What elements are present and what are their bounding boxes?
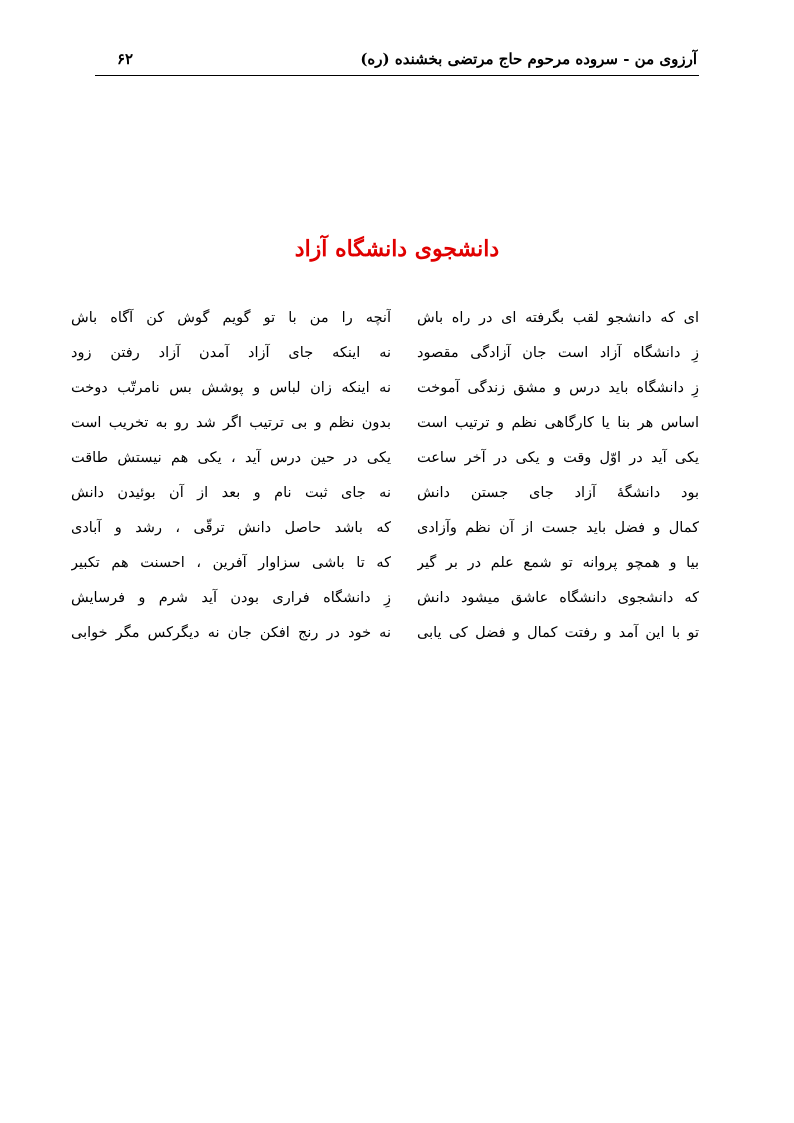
verse-first-hemistich: بیا و همچو پروانه تو شمع علم در بر گیر [417,555,699,571]
verse-row [0,510,794,546]
verse-second-hemistich: نه جای ثبت نام و بعد از آن بوئیدن دانش [71,485,391,501]
verse-second-hemistich: نه اینکه جای آزاد آمدن آزاد رفتن زود [71,345,391,361]
verse-row [0,300,794,336]
verse-first-hemistich: که دانشجوی دانشگاه عاشق میشود دانش [417,590,699,606]
running-header [95,46,699,76]
verse-first-hemistich: زِ دانشگاه آزاد است جان آزادگی مقصود [417,345,699,361]
header-title: آرزوی من - سروده مرحوم حاج مرتضی بخشنده (ره) [360,50,697,68]
verse-second-hemistich: که باشد حاصل دانش ترقّی ، رشد و آبادی [71,520,391,536]
verse-first-hemistich: بود دانشگهٔ آزاد جای جستن دانش [417,485,699,501]
verse-first-hemistich: ای که دانشجو لقب بگرفته ای در راه باش [417,310,699,326]
verse-second-hemistich: که تا باشی سزاوار آفرین ، احسنت هم تکبیر [71,555,391,571]
verse-first-hemistich: کمال و فضل باید جست از آن نظم وآزادی [417,520,699,536]
verse-row [0,405,794,441]
poem-verses [0,300,794,660]
verse-row [0,335,794,371]
verse-first-hemistich: زِ دانشگاه باید درس و مشق زندگی آموخت [417,380,699,396]
poem-title: دانشجوی دانشگاه آزاد [294,236,500,262]
page-number: ۶۲ [117,50,134,68]
verse-row [0,475,794,511]
verse-first-hemistich: تو با این آمد و رفتت کمال و فضل کی یابی [417,625,699,641]
verse-row [0,440,794,476]
verse-row [0,615,794,651]
verse-first-hemistich: اساس هر بنا یا کارگاهی نظم و ترتیب است [417,415,699,431]
verse-second-hemistich: زِ دانشگاه فراری بودن آید شرم و فرسایش [71,590,391,606]
verse-row [0,370,794,406]
verse-row [0,545,794,581]
verse-second-hemistich: بدون نظم و بی ترتیب اگر شد رو به تخریب است [71,415,391,431]
verse-second-hemistich: یکی در حین درس آید ، یکی هم نیستش طاقت [71,450,391,466]
verse-second-hemistich: نه اینکه زان لباس و پوشش بس نامرتّب دوخت [71,380,391,396]
verse-second-hemistich: آنچه را من با تو گویم گوش کن آگاه باش [71,310,391,326]
verse-row [0,580,794,616]
verse-second-hemistich: نه خود در رنج افکن جان نه دیگرکس مگر خوابی [71,625,391,641]
verse-first-hemistich: یکی آید در اوّل وقت و یکی در آخر ساعت [417,450,699,466]
